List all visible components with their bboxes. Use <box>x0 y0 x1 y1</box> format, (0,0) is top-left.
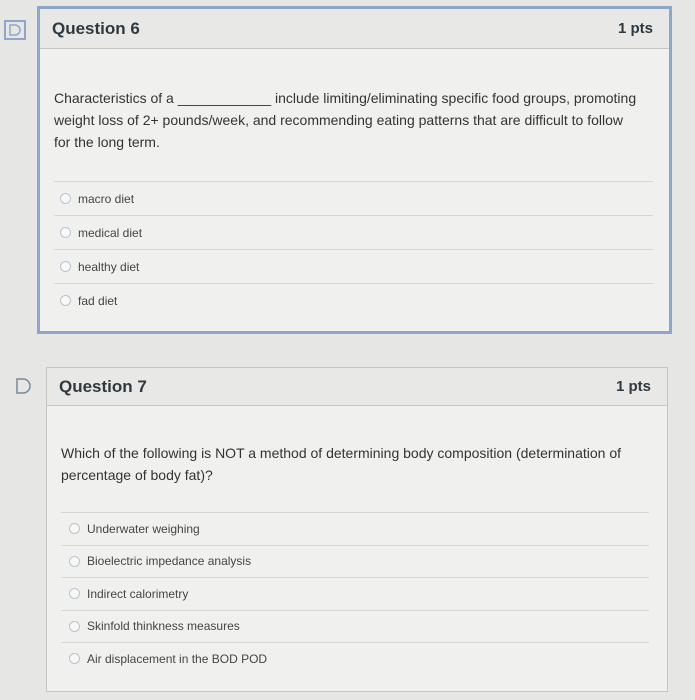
radio-button[interactable] <box>69 523 80 534</box>
answer-option[interactable] <box>61 610 649 643</box>
flag-question-icon[interactable] <box>14 376 36 396</box>
answer-option[interactable] <box>61 512 649 545</box>
question-title: Question 7 <box>59 376 147 396</box>
answer-label: healthy diet <box>78 259 140 274</box>
radio-button[interactable] <box>69 653 80 664</box>
question-card-7 <box>46 367 668 692</box>
answer-label: Skinfold thinkness measures <box>87 619 240 634</box>
radio-button[interactable] <box>60 295 71 306</box>
question-text: Which of the following is NOT a method of determining body composition (determination of percentage of body fat)? <box>61 445 622 483</box>
question-header <box>47 368 667 406</box>
answer-label: medical diet <box>78 225 143 240</box>
answer-option[interactable] <box>61 577 649 610</box>
answer-label: Underwater weighing <box>87 521 200 536</box>
answer-list <box>40 181 669 317</box>
radio-button[interactable] <box>60 227 71 238</box>
answer-option[interactable] <box>54 249 653 283</box>
question-points: 1 pts <box>617 20 653 37</box>
answer-option[interactable] <box>61 642 649 675</box>
flag-question-icon[interactable] <box>4 20 26 40</box>
answer-label: macro diet <box>78 191 135 206</box>
answer-label: Indirect calorimetry <box>87 586 189 601</box>
radio-button[interactable] <box>69 556 80 567</box>
radio-button[interactable] <box>69 588 80 599</box>
answer-label: fad diet <box>78 293 118 308</box>
question-text: Characteristics of a ____________ include limiting/eliminating specific food groups, promoting weight loss of 2+ pounds/week, and recommending eating patterns that are difficult to follow for the long term. <box>54 90 637 150</box>
answer-option[interactable] <box>54 181 653 215</box>
radio-button[interactable] <box>69 621 80 632</box>
radio-button[interactable] <box>60 261 71 272</box>
answer-option[interactable] <box>54 215 653 249</box>
radio-button[interactable] <box>60 193 71 204</box>
answer-label: Air displacement in the BOD POD <box>87 651 268 666</box>
answer-option[interactable] <box>61 545 649 578</box>
answer-list <box>47 512 667 675</box>
question-points: 1 pts <box>615 378 651 395</box>
question-title: Question 6 <box>52 18 140 38</box>
answer-option[interactable] <box>54 283 653 317</box>
question-card-6 <box>37 6 672 334</box>
question-header <box>40 9 669 49</box>
answer-label: Bioelectric impedance analysis <box>87 554 252 569</box>
